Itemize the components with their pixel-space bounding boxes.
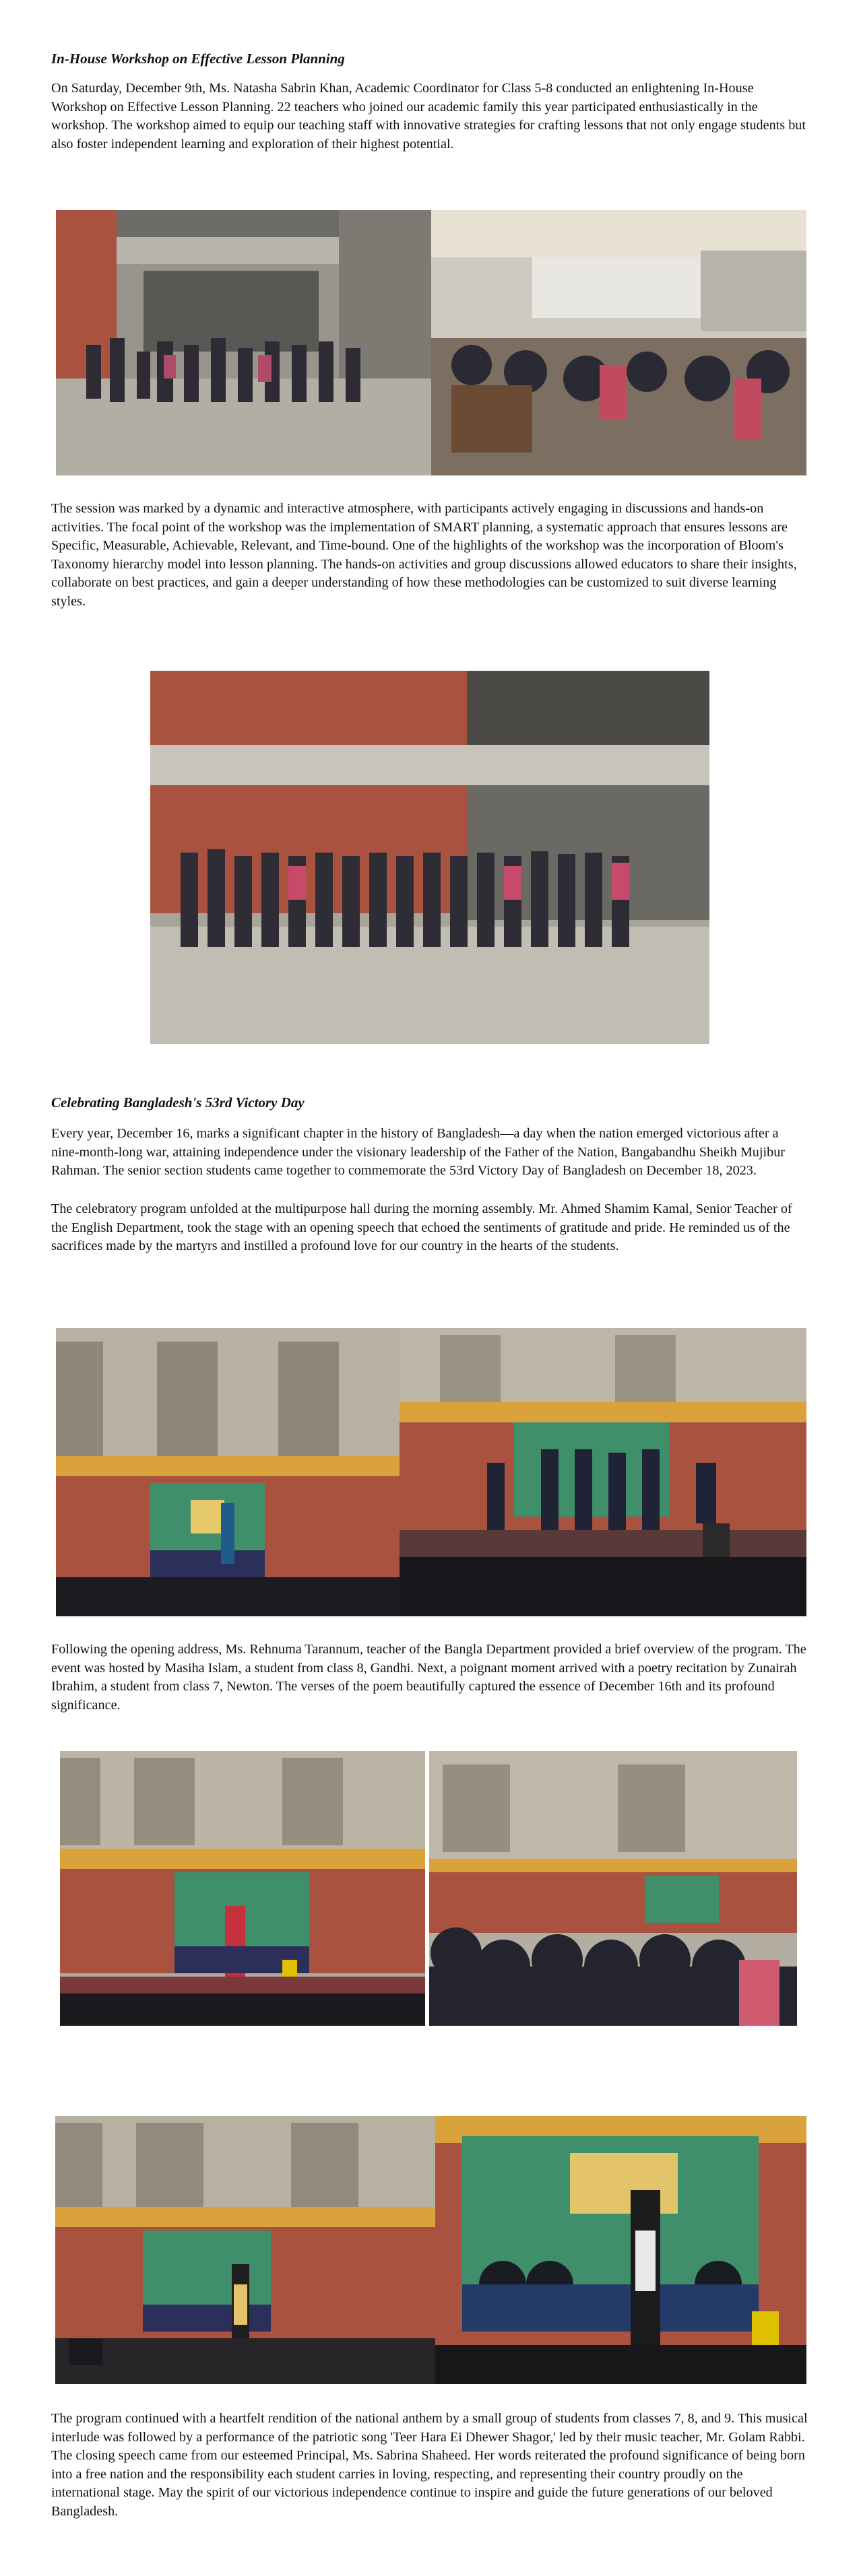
victory-paragraph-2: The celebratory program unfolded at the multipurpose hall during the morning assembly. Mr. Ahmed Shamim Kamal, Senior Teacher of the English Department, took the stage with an opening speech that echoed the sentiments of gratitude and pride. He reminded us of the sacrifices made by the martyrs and instilled a profound love for our country in the hearts of the students.	[51, 1201, 792, 1253]
workshop-classroom-photo	[431, 210, 806, 475]
victory-speaker-photo	[55, 2116, 435, 2384]
victory-paragraph-3: Following the opening address, Ms. Rehnuma Tarannum, teacher of the Bangla Department provided a brief overview of the program. The event was hosted by Masiha Islam, a student from class 8, Gandhi. Next, a poignant moment arrived with a poetry recitation by Zunairah Ibrahim, a student from class 7, Newton. The verses of the poem beautifully captured the essence of December 16th and its profound significance.	[51, 1642, 806, 1713]
workshop-paragraph-1: On Saturday, December 9th, Ms. Natasha Sabrin Khan, Academic Coordinator for Class 5-8 conducted an enlightening In-House Workshop on Effective Lesson Planning. 22 teachers who joined our academic family this year participated enthusiastically in the workshop. The workshop aimed to equip our teaching staff with innovative strategies for crafting lessons that not only engage students but also foster independent learning and exploration of their highest potential.	[51, 81, 806, 152]
victory-song-photo	[400, 1328, 806, 1616]
victory-paragraph-1: Every year, December 16, marks a significant chapter in the history of Bangladesh—a day when the nation emerged victorious after a nine-month-long war, attaining independence under the visionary leadership of the Father of the Nation, Bangabandhu Sheikh Mujibur Rahman. The senior section students came together to commemorate the 53rd Victory Day of Bangladesh on December 18, 2023.	[51, 1126, 786, 1178]
article-title-victory-day: Celebrating Bangladesh's 53rd Victory Day	[51, 1094, 305, 1111]
article-title-workshop: In-House Workshop on Effective Lesson Planning	[51, 51, 345, 67]
victory-host-photo	[56, 1328, 400, 1616]
workshop-courtyard-photo	[56, 210, 431, 475]
victory-paragraph-4: The program continued with a heartfelt rendition of the national anthem by a small group of students from classes 7, 8, and 9. This musical interlude was followed by a performance of the patriotic song 'Teer Hara Ei Dhewer Shagor,' led by their music teacher, Mr. Golam Rabbi. The closing speech came from our esteemed Principal, Ms. Sabrina Shaheed. Her words reiterated the profound significance of being born into a free nation and the responsibility each student carries in loving, respecting, and representing their country proudly on the international stage. May the spirit of our victorious independence continue to inspire and guide the future generations of our beloved Bangladesh.	[51, 2411, 808, 2519]
workshop-paragraph-2: The session was marked by a dynamic and interactive atmosphere, with participants actively engaging in discussions and hands-on activities. The focal point of the workshop was the implementation of SMART planning, a systematic approach that ensures lessons are Specific, Measurable, Achievable, Relevant, and Time-bound. One of the highlights of the workshop was the incorporation of Bloom's Taxonomy hierarchy model into lesson planning. The hands-on activities and group discussions allowed educators to share their insights, collaborate on best practices, and gain a deeper understanding of how these methodologies can be customized to suit diverse learning styles.	[51, 501, 797, 609]
victory-music-teacher-photo	[435, 2116, 806, 2384]
victory-audience-photo	[429, 1751, 797, 2026]
workshop-group-photo	[150, 671, 709, 1044]
victory-poetry-photo	[60, 1751, 425, 2026]
